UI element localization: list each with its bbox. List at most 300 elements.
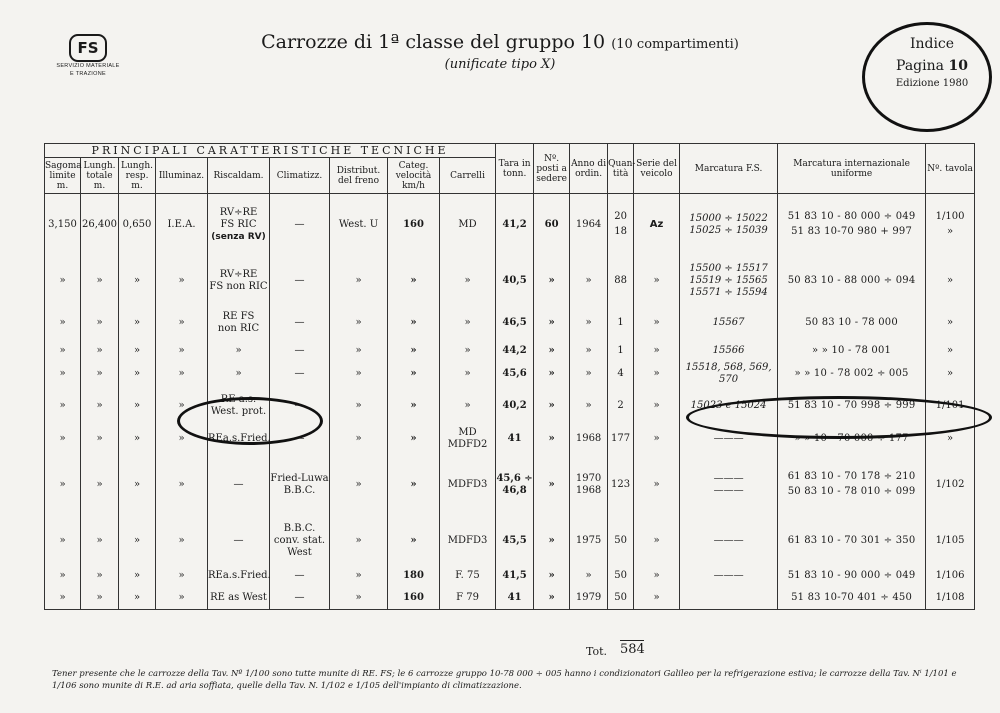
cell-line: » (178, 569, 185, 581)
table-cell-c1 (45, 256, 81, 306)
col-marcatura-int: Marcatura internazionale uniforme (778, 144, 926, 194)
table-cell-c4 (156, 194, 208, 256)
table-cell-c5 (208, 518, 270, 564)
cell-line: » (178, 592, 185, 604)
cell-line: » (59, 432, 66, 444)
cell-line: » (96, 274, 103, 286)
table-cell-c5 (208, 452, 270, 518)
table-cell-c11 (534, 256, 570, 306)
table-cell-c1 (45, 564, 81, 588)
cell-line: » (178, 478, 185, 490)
table-cell-c14 (634, 256, 680, 306)
table-cell-c8 (388, 306, 440, 340)
table-cell-c1 (45, 452, 81, 518)
cell-line: 88 (614, 274, 627, 286)
cell-line: 15500 ÷ 15517 (689, 262, 768, 274)
table-cell-c7 (330, 306, 388, 340)
table-cell-c15 (680, 340, 778, 362)
cell-line: » (96, 432, 103, 444)
table-cell-c4 (156, 588, 208, 610)
table-cell-c2 (81, 362, 119, 386)
table-cell-c6 (270, 256, 330, 306)
cell-line: 1 (617, 316, 624, 328)
table-cell-c17 (926, 340, 975, 362)
table-cell-c2 (81, 256, 119, 306)
cell-line: » (464, 344, 471, 356)
table-cell-c17 (926, 452, 975, 518)
index-box (880, 33, 984, 91)
table-cell-c16 (778, 340, 926, 362)
cell-line: » (653, 316, 660, 328)
cell-line: 45,5 (502, 534, 527, 546)
cell-line: — (233, 534, 244, 546)
cell-line: 15025 ÷ 15039 (689, 224, 768, 236)
table-cell-c17 (926, 564, 975, 588)
cell-line: » (585, 367, 592, 379)
table-cell-c6 (270, 340, 330, 362)
cell-line: 50 (614, 534, 627, 546)
table-cell-c12 (570, 518, 608, 564)
cell-line: » (178, 534, 185, 546)
cell-line: » (355, 367, 362, 379)
table-cell-c10 (496, 386, 534, 426)
cell-line: » (548, 432, 555, 444)
table-cell-c13 (608, 426, 634, 452)
cell-line: 44,2 (502, 344, 527, 356)
table-cell-c2 (81, 340, 119, 362)
cell-line: 45,6 ÷ 46,8 (496, 472, 533, 496)
table-row (45, 588, 975, 610)
table-cell-c10 (496, 564, 534, 588)
cell-line: 15023 e 15024 (690, 399, 767, 411)
table-cell-c11 (534, 426, 570, 452)
cell-line: 50 (614, 592, 627, 604)
cell-line: » (653, 367, 660, 379)
cell-line: West. U (338, 218, 379, 230)
table-cell-c13 (608, 194, 634, 256)
table-cell-c13 (608, 340, 634, 362)
table-cell-c12 (570, 386, 608, 426)
table-cell-c11 (534, 340, 570, 362)
cell-line: ——— (713, 484, 744, 496)
table-cell-c7 (330, 518, 388, 564)
page-title (200, 31, 800, 53)
col-sagoma: Sagoma limite m. (45, 158, 81, 194)
cell-line: » (653, 344, 660, 356)
table-cell-c3 (119, 426, 156, 452)
table-cell-c2 (81, 588, 119, 610)
cell-line: 40,5 (502, 274, 527, 286)
table-cell-c12 (570, 256, 608, 306)
table-cell-c14 (634, 452, 680, 518)
total-label: Tot. (586, 645, 608, 658)
cell-line: » (548, 316, 555, 328)
table-cell-c10 (496, 588, 534, 610)
cell-line: 160 (403, 218, 424, 230)
cell-line: 15566 (712, 344, 745, 356)
table-cell-c13 (608, 452, 634, 518)
table-cell-c17 (926, 518, 975, 564)
table-cell-c16 (778, 564, 926, 588)
table-cell-c15 (680, 256, 778, 306)
table-cell-c16 (778, 362, 926, 386)
cell-line: » (355, 478, 362, 490)
cell-line: 180 (403, 569, 424, 581)
table-cell-c17 (926, 362, 975, 386)
table-cell-c8 (388, 564, 440, 588)
table-cell-c10 (496, 362, 534, 386)
index-label: Indice (909, 36, 955, 52)
table-cell-c7 (330, 362, 388, 386)
table-cell-c16 (778, 518, 926, 564)
cell-line: 1/102 (935, 478, 965, 490)
table-cell-c14 (634, 588, 680, 610)
table-cell-c13 (608, 564, 634, 588)
table-cell-c7 (330, 564, 388, 588)
table-cell-c6 (270, 362, 330, 386)
cell-line: » (947, 432, 954, 444)
cell-line: » (178, 316, 185, 328)
table-cell-c4 (156, 564, 208, 588)
col-tavola: Nº. tavola (926, 144, 975, 194)
cell-line: » (59, 478, 66, 490)
table-cell-c7 (330, 194, 388, 256)
cell-line: » (96, 478, 103, 490)
table-cell-c3 (119, 518, 156, 564)
cell-line: » (59, 569, 66, 581)
cell-line: 45,6 (502, 367, 527, 379)
cell-line: » (410, 344, 417, 356)
table-row (45, 194, 975, 256)
cell-line: » (59, 316, 66, 328)
cell-line: 51 83 10 - 80 000 ÷ 049 (787, 211, 916, 223)
fs-logo-mark: FS (69, 34, 107, 62)
cell-line: 41 (507, 592, 522, 604)
cell-line: ——— (713, 432, 744, 444)
cell-line: » (133, 592, 141, 604)
cell-line: » (410, 432, 417, 444)
cell-line: RV÷RE (219, 206, 258, 218)
cell-line: » (410, 367, 417, 379)
table-cell-c3 (119, 452, 156, 518)
cell-line: 2 (617, 399, 624, 411)
table-cell-c9 (440, 362, 496, 386)
cell-line: MD (458, 218, 477, 230)
cell-line: » (410, 534, 417, 546)
table-cell-c14 (634, 306, 680, 340)
table-cell-c15 (680, 194, 778, 256)
cell-line: — (294, 274, 305, 286)
table-cell-c4 (156, 256, 208, 306)
cell-line: RE as West (210, 592, 267, 604)
cell-line: — (294, 592, 305, 604)
cell-line: » (947, 316, 954, 328)
table-cell-c14 (634, 194, 680, 256)
cell-line: 15000 ÷ 15022 (689, 212, 768, 224)
cell-line: » (133, 478, 141, 490)
table-cell-c16 (778, 588, 926, 610)
table-cell-c16 (778, 256, 926, 306)
table-cell-c6 (270, 518, 330, 564)
cell-line: — (233, 478, 244, 490)
table-row (45, 306, 975, 340)
cell-line: » (133, 344, 141, 356)
index-page-number: 10 (948, 58, 968, 74)
cell-line: » (133, 399, 141, 411)
cell-line: RV÷RE (219, 268, 258, 280)
total-underline (620, 640, 644, 641)
table-cell-c2 (81, 306, 119, 340)
table-cell-c1 (45, 426, 81, 452)
cell-line: » (653, 478, 660, 490)
cell-line: » (548, 367, 555, 379)
table-cell-c13 (608, 386, 634, 426)
fs-logo (47, 34, 129, 78)
cell-line: — (294, 432, 305, 444)
cell-line: 177 (611, 432, 631, 444)
cell-line: » (59, 367, 66, 379)
col-velocita: Categ. velocità km/h (388, 158, 440, 194)
footnote: Tener presente che le carrozze della Tav. Nº 1/100 sono tutte munite di RE. FS; le 6 carrozze gruppo 10-78 000 ÷ 005 hanno i condizionatori Galileo per la refrigerazione estiva; le carrozze della Tav. Nⁱ 1/101 e 1/106 sono munite di R.E. ad aria soffiata, quelle della Tav. N. 1/102 e 1/105 dell'impianto di climatizzazione. (52, 669, 957, 691)
cell-line: (senza RV) (211, 231, 266, 242)
table-cell-c8 (388, 452, 440, 518)
table-cell-c4 (156, 340, 208, 362)
table-cell-c1 (45, 518, 81, 564)
table-cell-c7 (330, 256, 388, 306)
cell-line: » (653, 399, 660, 411)
cell-line: » (96, 316, 103, 328)
index-page (880, 55, 984, 77)
table-cell-c17 (926, 588, 975, 610)
table-row (45, 452, 975, 518)
cell-line: 1970 (575, 472, 602, 484)
cell-line: 41,5 (502, 569, 527, 581)
table-cell-c9 (440, 564, 496, 588)
cell-line: 1/105 (935, 534, 965, 546)
table-cell-c4 (156, 306, 208, 340)
table-cell-c3 (119, 588, 156, 610)
cell-line: 1/106 (935, 569, 965, 581)
cell-line: REa.s.Fried. (208, 432, 271, 444)
cell-line: » (59, 399, 66, 411)
cell-line: F 79 (456, 592, 479, 604)
specs-table (44, 143, 975, 610)
table-row (45, 518, 975, 564)
cell-line: » (59, 274, 66, 286)
cell-line: » (133, 432, 141, 444)
cell-line: 1968 (575, 484, 602, 496)
cell-line: » (133, 316, 141, 328)
table-cell-c9 (440, 518, 496, 564)
table-cell-c5 (208, 340, 270, 362)
col-riscaldamento: Riscaldam. (208, 158, 270, 194)
table-cell-c1 (45, 340, 81, 362)
page-title-main: Carrozze di 1ª classe del gruppo 10 (261, 31, 606, 53)
table-row (45, 362, 975, 386)
table-cell-c12 (570, 426, 608, 452)
table-cell-c15 (680, 588, 778, 610)
group-header: PRINCIPALI CARATTERISTICHE TECNICHE (45, 144, 496, 158)
table-cell-c10 (496, 518, 534, 564)
cell-line: 1964 (575, 218, 602, 230)
table-cell-c7 (330, 340, 388, 362)
table-row (45, 256, 975, 306)
table-cell-c2 (81, 452, 119, 518)
cell-line: RE a.s. (220, 393, 257, 405)
index-edition: Edizione 1980 (895, 78, 969, 89)
cell-line: RE FS (222, 310, 255, 322)
table-cell-c11 (534, 588, 570, 610)
table-cell-c3 (119, 564, 156, 588)
table-cell-c10 (496, 426, 534, 452)
cell-line: » (410, 274, 417, 286)
col-quantita: Quan-tità (608, 144, 634, 194)
cell-line: 51 83 10 - 90 000 ÷ 049 (787, 569, 916, 581)
table-cell-c8 (388, 386, 440, 426)
col-lungh-resp: Lungh. resp. m. (119, 158, 156, 194)
cell-line: » (653, 274, 660, 286)
table-cell-c2 (81, 518, 119, 564)
cell-line: » (585, 399, 592, 411)
table-cell-c11 (534, 518, 570, 564)
cell-line: 61 83 10 - 70 178 ÷ 210 (787, 471, 916, 482)
table-cell-c1 (45, 588, 81, 610)
table-cell-c7 (330, 588, 388, 610)
table-cell-c11 (534, 386, 570, 426)
table-cell-c8 (388, 362, 440, 386)
col-anno: Anno di ordin. (570, 144, 608, 194)
cell-line: — (294, 218, 305, 230)
col-lungh-totale: Lungh. totale m. (81, 158, 119, 194)
table-cell-c9 (440, 386, 496, 426)
cell-line: » (947, 274, 954, 286)
cell-line: ——— (713, 534, 744, 546)
table-cell-c11 (534, 194, 570, 256)
cell-line: Az (649, 218, 664, 230)
cell-line: » (585, 344, 592, 356)
cell-line: » (410, 399, 417, 411)
cell-line: » (355, 274, 362, 286)
cell-line: » (548, 592, 555, 604)
cell-line: 20 (614, 211, 627, 223)
cell-line: 4 (617, 367, 624, 379)
cell-line: 46,5 (502, 316, 527, 328)
index-page-label: Pagina (896, 58, 944, 74)
cell-line: » (947, 226, 954, 238)
cell-line: 60 (544, 218, 559, 230)
cell-line: 15518, 568, 569, 570 (685, 361, 772, 385)
cell-line: — (294, 399, 305, 411)
cell-line: — (294, 344, 305, 356)
cell-line: » (653, 534, 660, 546)
table-cell-c6 (270, 588, 330, 610)
cell-line: 51 83 10-70 980 + 997 (791, 226, 913, 238)
table-cell-c2 (81, 194, 119, 256)
table-cell-c9 (440, 194, 496, 256)
table-cell-c15 (680, 564, 778, 588)
col-posti: Nº. posti a sedere (534, 144, 570, 194)
table-cell-c6 (270, 452, 330, 518)
table-cell-c8 (388, 340, 440, 362)
cell-line: MDFD2 (447, 438, 488, 450)
cell-line: » (548, 569, 555, 581)
cell-line: » (96, 399, 103, 411)
cell-line: » (355, 569, 362, 581)
table-cell-c9 (440, 256, 496, 306)
table-cell-c12 (570, 340, 608, 362)
table-cell-c10 (496, 452, 534, 518)
total-value: 584 (620, 642, 645, 657)
table-cell-c7 (330, 452, 388, 518)
table-cell-c3 (119, 362, 156, 386)
table-cell-c13 (608, 362, 634, 386)
table-cell-c5 (208, 564, 270, 588)
cell-line: I.E.A. (167, 218, 196, 230)
table-cell-c5 (208, 256, 270, 306)
table-cell-c9 (440, 306, 496, 340)
table-cell-c13 (608, 306, 634, 340)
cell-line: conv. stat. (273, 534, 326, 546)
cell-line: » (133, 367, 141, 379)
table-cell-c8 (388, 426, 440, 452)
cell-line: MDFD3 (447, 478, 488, 490)
cell-line: — (294, 569, 305, 581)
table-cell-c6 (270, 194, 330, 256)
cell-line: » » 10 - 70 000 ÷ 177 (794, 432, 909, 444)
cell-line: MDFD3 (447, 534, 488, 546)
table-cell-c12 (570, 306, 608, 340)
table-cell-c5 (208, 588, 270, 610)
cell-line: 50 (614, 569, 627, 581)
page-title-note: (10 compartimenti) (611, 37, 739, 52)
cell-line: — (294, 316, 305, 328)
table-cell-c2 (81, 386, 119, 426)
cell-line: 1/108 (935, 592, 965, 604)
cell-line: 18 (614, 226, 627, 238)
cell-line: » (355, 432, 362, 444)
cell-line: » (178, 344, 185, 356)
cell-line: 123 (611, 478, 631, 490)
cell-line: » (653, 592, 660, 604)
cell-line: » (96, 534, 103, 546)
table-cell-c9 (440, 452, 496, 518)
cell-line: » (133, 274, 141, 286)
table-cell-c6 (270, 306, 330, 340)
cell-line: » (59, 592, 66, 604)
cell-line: F. 75 (455, 569, 480, 581)
col-carrelli: Carrelli (440, 158, 496, 194)
table-cell-c9 (440, 340, 496, 362)
cell-line: — (294, 367, 305, 379)
cell-line: 51 83 10 - 70 998 ÷ 999 (787, 399, 916, 411)
table-cell-c10 (496, 256, 534, 306)
cell-line: West (287, 546, 312, 558)
cell-line: » (96, 344, 103, 356)
handdrawn-oval-heating (177, 397, 323, 445)
cell-line: FS non RIC (209, 280, 268, 292)
cell-line: » (96, 592, 103, 604)
table-cell-c16 (778, 452, 926, 518)
table-cell-c17 (926, 194, 975, 256)
cell-line: » (585, 274, 592, 286)
table-cell-c8 (388, 518, 440, 564)
table-row (45, 340, 975, 362)
table-cell-c7 (330, 426, 388, 452)
cell-line: » (585, 569, 592, 581)
table-cell-c8 (388, 256, 440, 306)
col-marcatura-fs: Marcatura F.S. (680, 144, 778, 194)
cell-line: » (464, 367, 471, 379)
